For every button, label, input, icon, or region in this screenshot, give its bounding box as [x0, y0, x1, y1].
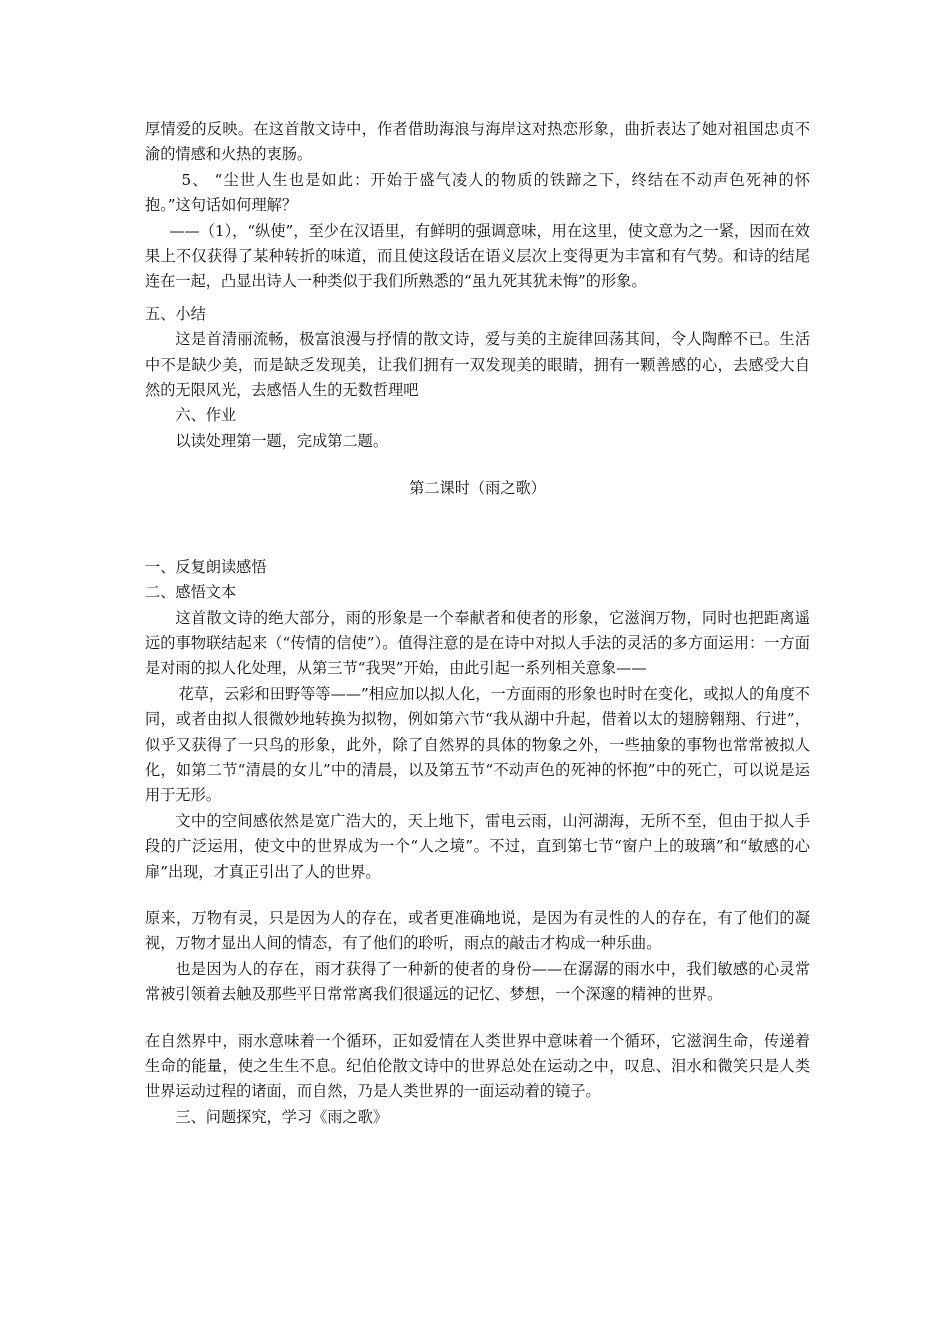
section-heading-text: 二、感悟文本 — [145, 583, 237, 602]
question-5: 5、 “尘世人生也是如此：开始于盛气凌人的物质的铁蹄之下，终结在不动声色死神的怀抱。”这句话如何理解？ — [145, 170, 810, 215]
lesson-title: 第二课时（雨之歌） — [409, 479, 546, 498]
section-heading-summary: 五、小结 — [145, 304, 206, 323]
section-heading-reading: 一、反复朗读感悟 — [145, 557, 267, 576]
paragraph: 文中的空间感依然是宽广浩大的，天上地下，雷电云雨，山河湖海，无所不至，但由于拟人手段的广泛运用，使文中的世界成为一个“人之境”。不过，直到第七节“窗户上的玻璃”和“敏感的心扉”出现，才真正引出了人的世界。 — [145, 811, 810, 881]
paragraph: 厚情爱的反映。在这首散文诗中，作者借助海浪与海岸这对热恋形象，曲折表达了她对祖国忠贞不渝的情感和火热的衷肠。 — [145, 120, 810, 164]
paragraph: 在自然界中，雨水意味着一个循环，正如爱情在人类世界中意味着一个循环，它滋润生命，传递着生命的能量，使之生生不息。纪伯伦散文诗中的世界总处在运动之中，叹息、泪水和微笑只是人类世界运动过程的诸面，而自然，乃是人类世界的一面运动着的镜子。 — [145, 1031, 810, 1101]
paragraph: 这首散文诗的绝大部分，雨的形象是一个奉献者和使者的形象，它滋润万物，同时也把距离遥远的事物联结起来（“传情的信使”）。值得注意的是在诗中对拟人手法的灵活的多方面运用：一方面是对雨的拟人化处理，从第三节“我哭”开始，由此引起一系列相关意象—— — [145, 608, 810, 678]
paragraph: 也是因为人的存在，雨才获得了一种新的使者的身份——在潺潺的雨水中，我们敏感的心灵常常被引领着去触及那些平日常常离我们很遥远的记忆、梦想，一个深邃的精神的世界。 — [145, 959, 810, 1004]
paragraph: 原来，万物有灵，只是因为人的存在，或者更准确地说，是因为有灵性的人的存在，有了他们的凝视，万物才显出人间的情态，有了他们的聆听，雨点的敲击才构成一种乐曲。 — [145, 908, 810, 953]
paragraph: 这是首清丽流畅，极富浪漫与抒情的散文诗，爱与美的主旋律回荡其间，令人陶醉不已。生活中不是缺少美，而是缺乏发现美，让我们拥有一双发现美的眼睛，拥有一颗善感的心，去感受大自然的无限风光，去感悟人生的无数哲理吧 — [145, 330, 810, 400]
paragraph: 以读处理第一题，完成第二题。 — [175, 431, 389, 450]
section-heading-inquiry: 三、问题探究，学习《雨之歌》 — [175, 1107, 389, 1126]
section-heading-homework: 六、作业 — [175, 406, 237, 425]
answer-paragraph: ——（1），“纵使”，至少在汉语里，有鲜明的强调意味，用在这里，使文意为之一紧，因而在效果上不仅获得了某种转折的味道，而且使这段话在语义层次上变得更为丰富和有气势。和诗的结尾连在一起，凸显出诗人一种类似于我们所熟悉的“虽九死其犹未悔”的形象。 — [145, 221, 810, 291]
paragraph: 花草，云彩和田野等等——”相应加以拟人化，一方面雨的形象也时时在变化，或拟人的角度不同，或者由拟人很微妙地转换为拟物，例如第六节“我从湖中升起，借着以太的翅膀翱翔、行进”，似乎又获得了一只鸟的形象，此外，除了自然界的具体的物象之外，一些抽象的事物也常常被拟人化，如第二节“清晨的女儿”中的清晨，以及第五节“不动声色的死神的怀抱”中的死亡，可以说是运用于无形。 — [145, 684, 810, 805]
document-body — [145, 117, 810, 1130]
